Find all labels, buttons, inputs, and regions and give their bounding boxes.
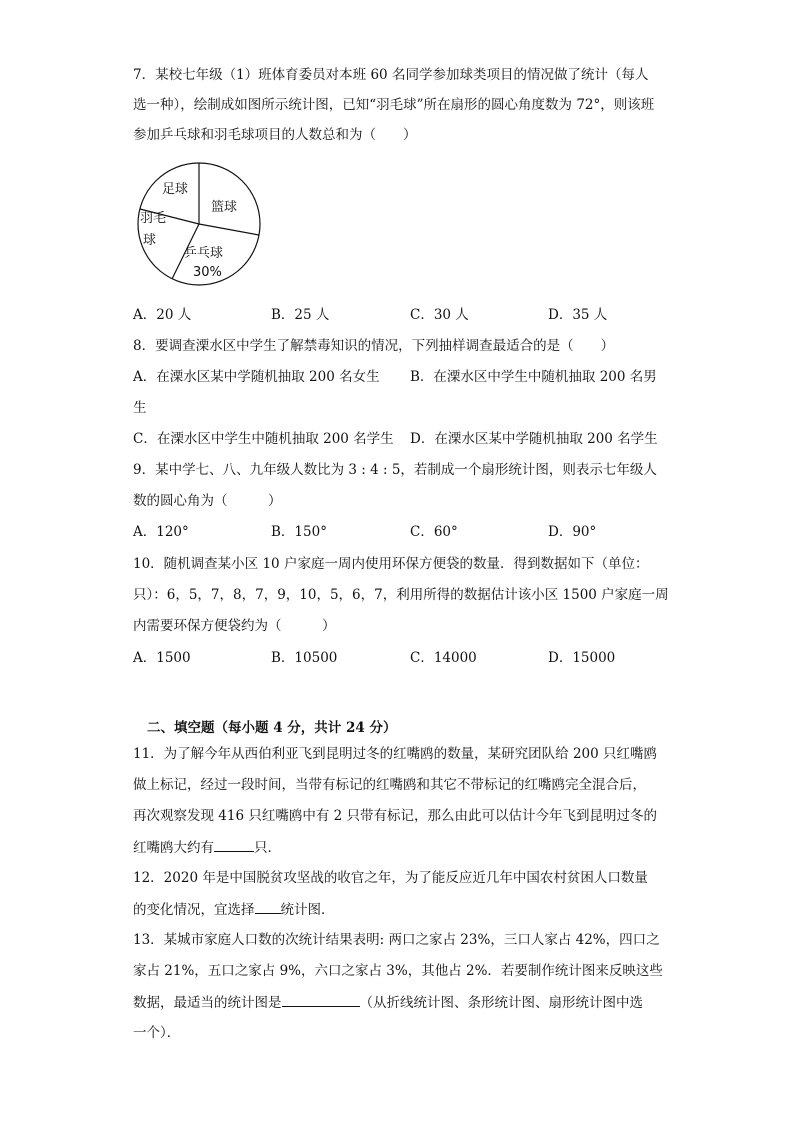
q13-line-3 (133, 992, 643, 1013)
q12-line-2-prefix: 的变化情况，宜选择 (133, 902, 255, 918)
q7-option-c[interactable]: C．30 人 (410, 307, 469, 323)
q10-option-a[interactable]: A．1500 (133, 650, 191, 666)
q12-answer-blank[interactable] (255, 899, 281, 914)
pie-label-basketball: 篮球 (211, 200, 238, 215)
q11-line-3: 再次观察发现 416 只红嘴鸥中有 2 只带有标记，那么由此可以估计今年飞到昆明过冬的 (133, 808, 658, 824)
q13-line-1: 13．某城市家庭人口数的次统计结果表明: 两口之家占 23%，三口人家占 42%，四口之 (133, 932, 660, 948)
q11-line-2: 做上标记，经过一段时间，当带有标记的红嘴鸥和其它不带标记的红嘴鸥完全混合后， (133, 777, 646, 793)
q7-line-3: 参加乒乓球和羽毛球项目的人数总和为（ ） (133, 127, 417, 143)
q12-line-2 (133, 899, 335, 920)
q7-option-b[interactable]: B．25 人 (271, 307, 330, 323)
q13-line-2: 家占 21%，五口之家占 9%，六口之家占 3%，其他占 2%．若要制作统计图来反映这些 (133, 963, 663, 979)
ball-sports-pie-chart (136, 161, 262, 287)
q7-option-a[interactable]: A．20 人 (133, 307, 192, 323)
q9-line-1: 9．某中学七、八、九年级人数比为 3 : 4 : 5，若制成一个扇形统计图，则表示七年级人 (133, 462, 657, 478)
q13-answer-blank[interactable] (282, 992, 360, 1007)
q8-option-a[interactable]: A．在溧水区某中学随机抽取 200 名女生 (133, 369, 380, 385)
q9-option-b[interactable]: B．150° (271, 524, 327, 540)
q9-option-d[interactable]: D．90° (548, 524, 597, 540)
q10-option-c[interactable]: C．14000 (410, 650, 477, 666)
q11-line-4 (133, 837, 281, 858)
q8-option-d[interactable]: D．在溧水区某中学随机抽取 200 名学生 (410, 431, 658, 447)
q8-option-c[interactable]: C．在溧水区中学生中随机抽取 200 名学生 (133, 431, 394, 447)
pie-label-pingpong: 乒乓球 (184, 246, 224, 261)
q12-line-2-suffix: 统计图． (280, 902, 335, 918)
q8-line-1: 8．要调查溧水区中学生了解禁毒知识的情况，下列抽样调查最适合的是（ ） (133, 338, 615, 354)
q10-line-3: 内需要环保方便袋约为（ ） (133, 618, 336, 634)
pie-label-pingpong-percent: 30% (193, 265, 222, 280)
pie-label-football: 足球 (162, 182, 189, 197)
q10-line-2: 只）：6，5，7，8，7，9，10，5，6，7，利用所得的数据估计该小区 1500 户家庭一周 (133, 587, 669, 603)
q10-line-1: 10．随机调查某小区 10 户家庭一周内使用环保方便袋的数量．得到数据如下（单位： (133, 556, 649, 572)
section-fill-in-blank-title: 二、填空题（每小题 4 分，共计 24 分） (147, 720, 397, 736)
q8-option-b-continued: 生 (133, 400, 147, 416)
q10-option-d[interactable]: D．15000 (548, 650, 616, 666)
q11-line-4-suffix: 只． (254, 840, 281, 856)
q8-option-b[interactable]: B．在溧水区中学生中随机抽取 200 名男 (410, 369, 657, 385)
q11-answer-blank[interactable] (214, 837, 254, 852)
q12-line-1: 12．2020 年是中国脱贫攻坚战的收官之年，为了能反应近几年中国农村贫困人口数量 (133, 870, 648, 886)
q7-line-2: 选一种），绘制成如图所示统计图，已知“羽毛球”所在扇形的圆心角度数为 72°，则该班 (133, 97, 655, 113)
pie-label-badminton-2: 球 (143, 233, 157, 248)
q10-option-b[interactable]: B．10500 (271, 650, 338, 666)
q13-line-3-suffix: （从折线统计图、条形统计图、扇形统计图中选 (359, 995, 643, 1011)
q9-option-a[interactable]: A．120° (133, 524, 189, 540)
q9-line-2: 数的圆心角为（ ） (133, 493, 282, 509)
q9-option-c[interactable]: C．60° (410, 524, 458, 540)
q11-line-1: 11．为了解今年从西伯利亚飞到昆明过冬的红嘴鸥的数量，某研究团队给 200 只红嘴鸥 (133, 746, 658, 762)
q13-line-4: 一个）． (133, 1025, 181, 1041)
q7-option-d[interactable]: D．35 人 (548, 307, 608, 323)
q7-line-1: 7．某校七年级（1）班体育委员对本班 60 名同学参加球类项目的情况做了统计（每人 (133, 67, 649, 83)
q11-line-4-prefix: 红嘴鸥大约有 (133, 840, 214, 856)
pie-label-badminton-1: 羽毛 (140, 211, 167, 226)
q13-line-3-prefix: 数据，最适当的统计图是 (133, 995, 282, 1011)
